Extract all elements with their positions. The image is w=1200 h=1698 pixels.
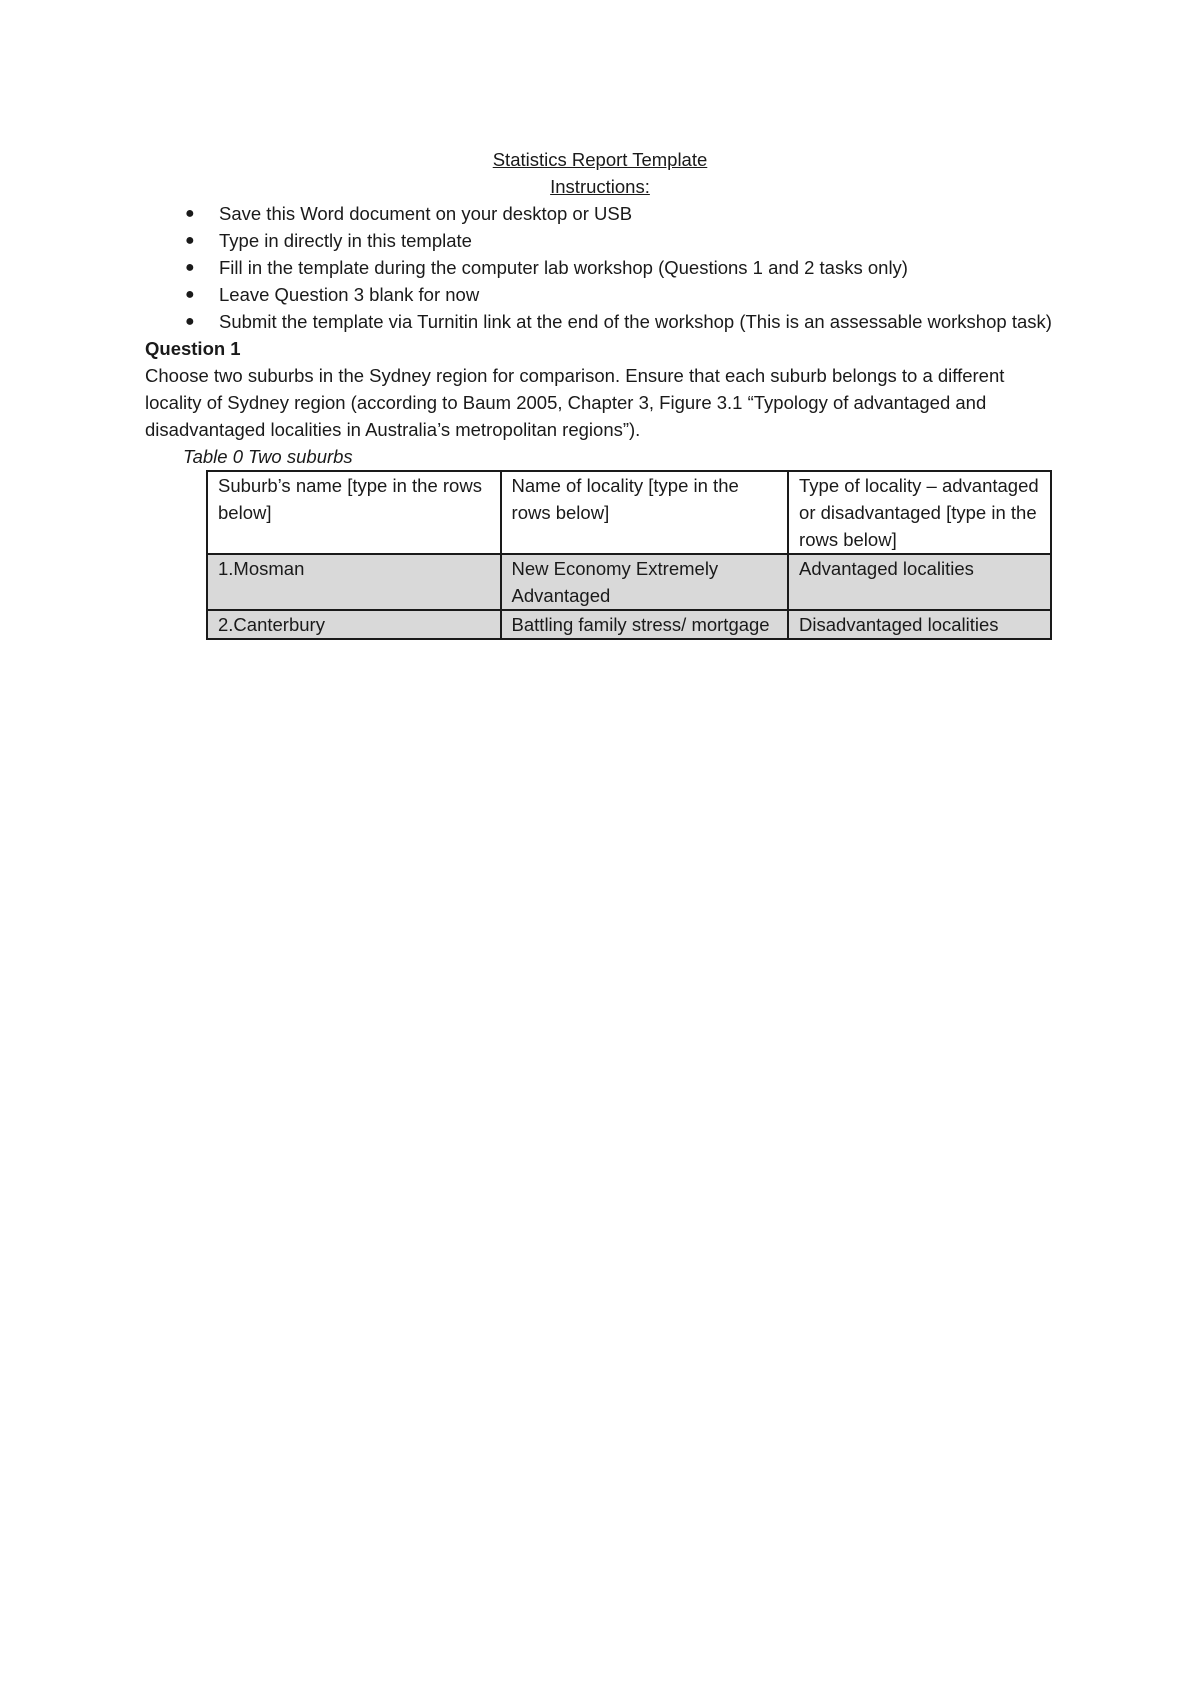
header-cell-locality-type[interactable]: Type of locality – advantaged or disadvantaged [type in the rows below] xyxy=(788,471,1051,554)
table-cell-locality[interactable]: Battling family stress/ mortgage xyxy=(501,610,789,639)
question-1-heading: Question 1 xyxy=(145,338,241,359)
instruction-item xyxy=(145,281,1055,308)
bullet-icon: ● xyxy=(185,313,195,330)
table-caption: Table 0 Two suburbs xyxy=(183,446,353,467)
table-row xyxy=(207,554,1051,610)
table-cell-suburb[interactable]: 2.Canterbury xyxy=(207,610,501,639)
instruction-item xyxy=(145,227,1055,254)
table-cell-locality[interactable]: New Economy Extremely Advantaged xyxy=(501,554,789,610)
document-body xyxy=(145,146,1055,640)
table-cell-suburb[interactable]: 1.Mosman xyxy=(207,554,501,610)
instruction-text: Save this Word document on your desktop or USB xyxy=(219,203,633,224)
table-cell-type[interactable]: Disadvantaged localities xyxy=(788,610,1051,639)
instruction-text: Fill in the template during the computer lab workshop (Questions 1 and 2 tasks only) xyxy=(219,257,908,278)
suburbs-table xyxy=(206,470,1052,640)
instruction-item xyxy=(145,254,1055,281)
header-cell-locality-name[interactable]: Name of locality [type in the rows below] xyxy=(501,471,789,554)
instruction-text: Type in directly in this template xyxy=(219,230,472,251)
table-header-row xyxy=(207,471,1051,554)
bullet-icon: ● xyxy=(185,232,195,249)
instruction-item xyxy=(145,200,1055,227)
table-cell-type[interactable]: Advantaged localities xyxy=(788,554,1051,610)
instruction-text: Submit the template via Turnitin link at the end of the workshop (This is an assessable workshop task) xyxy=(219,311,1052,332)
header-cell-suburb-name[interactable]: Suburb’s name [type in the rows below] xyxy=(207,471,501,554)
bullet-icon: ● xyxy=(185,259,195,276)
question-1-text: Choose two suburbs in the Sydney region for comparison. Ensure that each suburb belongs to a different locality of Sydney region (according to Baum 2005, Chapter 3, Figure 3.1 “Typology of advantaged and disadvantaged localities in Australia’s metropolitan regions”). xyxy=(145,365,1005,440)
instruction-text: Leave Question 3 blank for now xyxy=(219,284,480,305)
instruction-item xyxy=(145,308,1055,335)
bullet-icon: ● xyxy=(185,286,195,303)
document-title: Statistics Report Template xyxy=(492,149,708,170)
bullet-icon: ● xyxy=(185,205,195,222)
instructions-list xyxy=(145,200,1055,335)
table-row xyxy=(207,610,1051,639)
instructions-heading: Instructions: xyxy=(550,176,650,197)
